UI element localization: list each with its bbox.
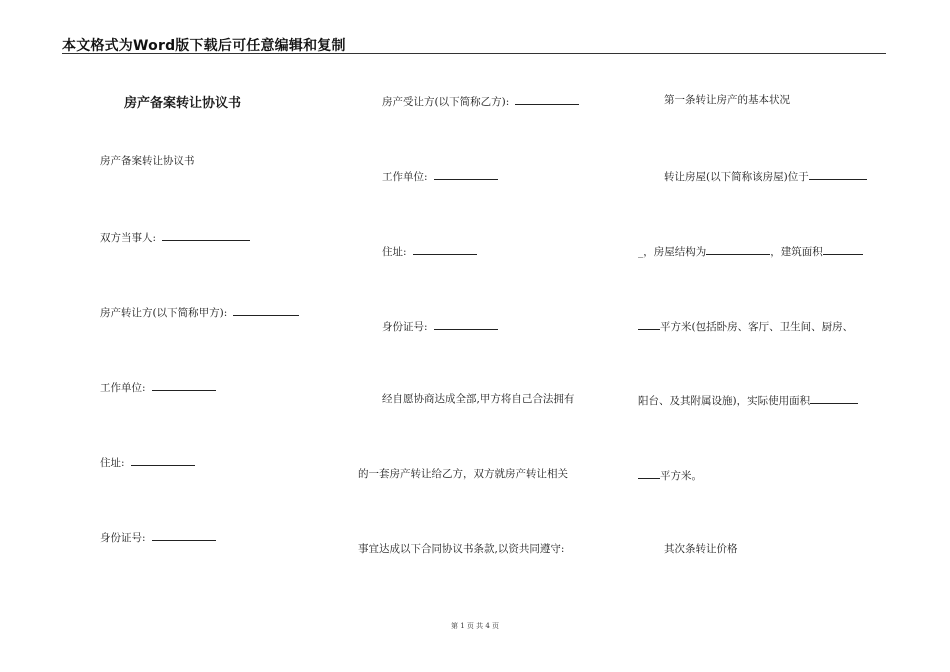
work-unit-blank [434,168,498,180]
address-blank [413,243,477,255]
column-right [632,0,888,672]
sqm-text: 平方米(包括卧房、客厅、卫生间、厨房、 [660,321,854,333]
address-label: 住址: [100,457,125,469]
usable-sqm-text: 平方米。 [660,470,702,482]
work-unit-label: 工作单位: [100,382,146,394]
sqm-line [638,318,853,334]
page-number: 第 1 页 共 4 页 [450,622,500,630]
location-line [664,168,867,184]
id-number-line [382,318,498,334]
work-unit-blank [152,379,216,391]
usable-area-label: 阳台、及其附属设施)，实际使用面积 [638,395,811,407]
column-middle [349,0,611,672]
work-unit-label: 工作单位: [382,171,428,183]
id-number-line [100,529,216,545]
usable-sqm-blank [638,467,660,479]
location-label: 转让房屋(以下简称该房屋)位于 [664,171,809,183]
document-subtitle: 房产备案转让协议书 [100,155,195,167]
transferee-line [382,93,579,109]
transferee-blank [515,93,579,105]
work-unit-line [100,379,216,395]
transferor-line [100,304,299,320]
banner-title: 本文格式为Word版下载后可任意编辑和复制 [62,38,346,54]
agreement-paragraph-line-3: 事宜达成以下合同协议书条款,以资共同遵守: [358,543,565,555]
transferor-blank [233,304,299,316]
id-number-blank [434,318,498,330]
structure-blank [706,243,770,255]
usable-area-line [638,392,858,408]
structure-label: _，房屋结构为 [638,246,707,258]
work-unit-line [382,168,498,184]
document-title: 房产备案转让协议书 [124,96,242,111]
address-blank [131,454,195,466]
address-line [100,454,195,470]
usable-sqm-line [638,467,702,483]
structure-line [638,243,863,259]
address-line [382,243,477,259]
location-blank [809,168,867,180]
article-2-heading: 其次条转让价格 [664,543,738,555]
article-1-heading: 第一条转让房产的基本状况 [664,94,790,106]
id-number-blank [152,529,216,541]
agreement-paragraph-line-1: 经自愿协商达成全部,甲方将自己合法拥有 [382,393,575,405]
sqm-blank [638,318,660,330]
transferor-label: 房产转让方(以下简称甲方): [100,307,228,319]
column-left [62,0,324,672]
id-number-label: 身份证号: [382,321,428,333]
parties-label: 双方当事人: [100,232,157,244]
area-label: ，建筑面积 [770,246,823,258]
agreement-paragraph-line-2: 的一套房产转让给乙方，双方就房产转让相关 [358,468,568,480]
usable-area-blank [810,392,858,404]
parties-line [100,229,250,245]
transferee-label: 房产受让方(以下简称乙方): [382,96,510,108]
address-label: 住址: [382,246,407,258]
parties-blank [162,229,250,241]
area-blank [823,243,863,255]
id-number-label: 身份证号: [100,532,146,544]
